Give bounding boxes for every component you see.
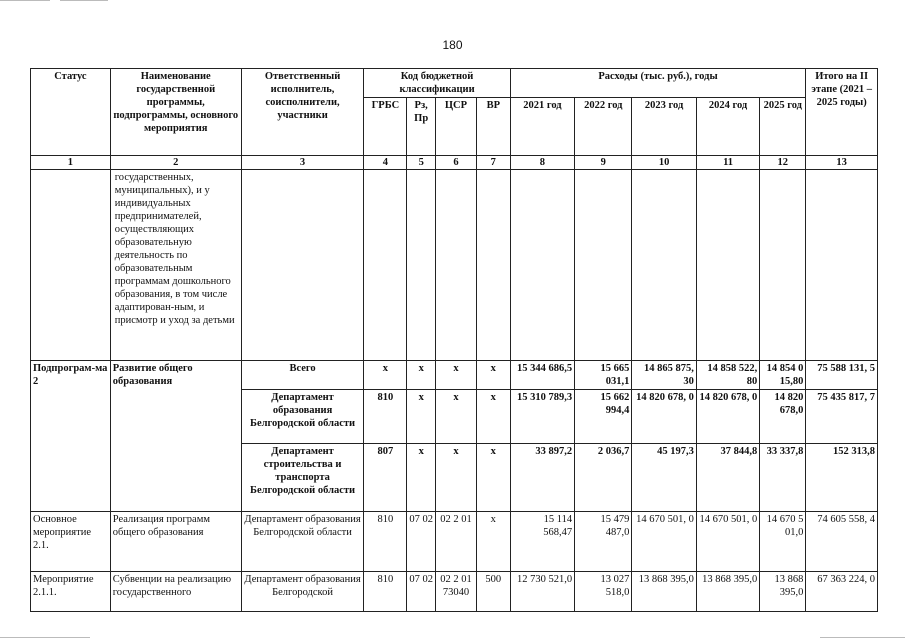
- status-cell: Подпрограм-ма 2: [31, 361, 111, 512]
- grbs-cell: 810: [364, 512, 407, 572]
- col-number: 5: [407, 156, 436, 170]
- col-number: 3: [241, 156, 364, 170]
- value-2025: 13 868 395,0: [760, 572, 806, 612]
- name-cell: Развитие общего образования: [110, 361, 241, 512]
- top-rule: [60, 0, 108, 1]
- bottom-rule: [0, 637, 90, 638]
- header-csr: ЦСР: [436, 98, 477, 156]
- csr-cell: х: [436, 390, 477, 444]
- header-executor: Ответственный исполнитель, соисполнители, участники: [241, 69, 364, 156]
- value-2025: 14 820 678,0: [760, 390, 806, 444]
- status-cell: Основное мероприятие 2.1.: [31, 512, 111, 572]
- vr-cell: 500: [476, 572, 510, 612]
- header-2025: 2025 год: [760, 98, 806, 156]
- value-2024: 14 858 522, 80: [696, 361, 759, 390]
- value-2022: 15 479 487,0: [575, 512, 632, 572]
- csr-cell: 02 2 01: [436, 512, 477, 572]
- value-2022: 15 665 031,1: [575, 361, 632, 390]
- vr-cell: х: [476, 444, 510, 512]
- header-2024: 2024 год: [696, 98, 759, 156]
- value-2024: 37 844,8: [696, 444, 759, 512]
- table-row: [31, 170, 878, 361]
- rzpr-cell: 07 02: [407, 512, 436, 572]
- col-number: 4: [364, 156, 407, 170]
- header-rzpr: Рз, Пр: [407, 98, 436, 156]
- header-grbs: ГРБС: [364, 98, 407, 156]
- vr-cell: х: [476, 361, 510, 390]
- vr-cell: х: [476, 512, 510, 572]
- header-expenses: Расходы (тыс. руб.), годы: [510, 69, 806, 98]
- name-cell: Субвенции на реализацию государственного: [110, 572, 241, 612]
- column-number-row: [31, 156, 878, 170]
- value-2021: 12 730 521,0: [510, 572, 574, 612]
- col-number: 11: [696, 156, 759, 170]
- header-2022: 2022 год: [575, 98, 632, 156]
- status-cell: Мероприятие 2.1.1.: [31, 572, 111, 612]
- value-2023: 14 820 678, 0: [632, 390, 696, 444]
- col-number: 2: [110, 156, 241, 170]
- table-row: [31, 572, 878, 612]
- header-row: [31, 69, 878, 98]
- rzpr-cell: х: [407, 361, 436, 390]
- value-total: 75 435 817, 7: [806, 390, 878, 444]
- value-2024: 13 868 395,0: [696, 572, 759, 612]
- header-2023: 2023 год: [632, 98, 696, 156]
- rzpr-cell: х: [407, 444, 436, 512]
- budget-table: [30, 68, 878, 612]
- grbs-cell: х: [364, 361, 407, 390]
- header-name: Наименование государственной программы, подпрограммы, основного мероприятия: [110, 69, 241, 156]
- bottom-rule: [820, 637, 905, 638]
- value-2022: 13 027 518,0: [575, 572, 632, 612]
- page-number: 180: [442, 38, 463, 52]
- csr-cell: х: [436, 444, 477, 512]
- value-total: 75 588 131, 5: [806, 361, 878, 390]
- value-2023: 13 868 395,0: [632, 572, 696, 612]
- value-2025: 14 670 5 01,0: [760, 512, 806, 572]
- value-2021: 33 897,2: [510, 444, 574, 512]
- grbs-cell: 807: [364, 444, 407, 512]
- executor-cell: Департамент образования Белгородской области: [241, 390, 364, 444]
- grbs-cell: 810: [364, 572, 407, 612]
- value-2023: 14 670 501, 0: [632, 512, 696, 572]
- executor-cell: Департамент образования Белгородской области: [241, 512, 364, 572]
- header-vr: ВР: [476, 98, 510, 156]
- col-number: 12: [760, 156, 806, 170]
- top-rule: [0, 0, 50, 1]
- value-2021: 15 310 789,3: [510, 390, 574, 444]
- continuation-text: государственных, муниципальных), и у индивидуальных предпринимателей, осуществляющих образовательную деятельность по образовательным программам дошкольного образования, в том числе адаптирован-ным, и присмотр и уход за детьми: [110, 170, 241, 361]
- header-2021: 2021 год: [510, 98, 574, 156]
- value-2023: 45 197,3: [632, 444, 696, 512]
- header-budget-code: Код бюджетной классификации: [364, 69, 510, 98]
- value-2024: 14 670 501, 0: [696, 512, 759, 572]
- value-total: 74 605 558, 4: [806, 512, 878, 572]
- table-row: [31, 361, 878, 390]
- col-number: 8: [510, 156, 574, 170]
- rzpr-cell: х: [407, 390, 436, 444]
- value-2025: 33 337,8: [760, 444, 806, 512]
- value-2022: 2 036,7: [575, 444, 632, 512]
- header-status: Статус: [31, 69, 111, 156]
- name-cell: Реализация программ общего образования: [110, 512, 241, 572]
- col-number: 10: [632, 156, 696, 170]
- value-2023: 14 865 875, 30: [632, 361, 696, 390]
- col-number: 9: [575, 156, 632, 170]
- executor-cell: Департамент строительства и транспорта Белгородской области: [241, 444, 364, 512]
- csr-cell: 02 2 01 73040: [436, 572, 477, 612]
- col-number: 7: [476, 156, 510, 170]
- grbs-cell: 810: [364, 390, 407, 444]
- value-total: 152 313,8: [806, 444, 878, 512]
- table-row: [31, 512, 878, 572]
- value-total: 67 363 224, 0: [806, 572, 878, 612]
- csr-cell: х: [436, 361, 477, 390]
- value-2021: 15 114 568,47: [510, 512, 574, 572]
- rzpr-cell: 07 02: [407, 572, 436, 612]
- col-number: 6: [436, 156, 477, 170]
- col-number: 13: [806, 156, 878, 170]
- value-2024: 14 820 678, 0: [696, 390, 759, 444]
- header-total: Итого на II этапе (2021 – 2025 годы): [806, 69, 878, 156]
- value-2022: 15 662 994,4: [575, 390, 632, 444]
- value-2025: 14 854 0 15,80: [760, 361, 806, 390]
- col-number: 1: [31, 156, 111, 170]
- executor-cell: Всего: [241, 361, 364, 390]
- executor-cell: Департамент образования Белгородской: [241, 572, 364, 612]
- vr-cell: х: [476, 390, 510, 444]
- value-2021: 15 344 686,5: [510, 361, 574, 390]
